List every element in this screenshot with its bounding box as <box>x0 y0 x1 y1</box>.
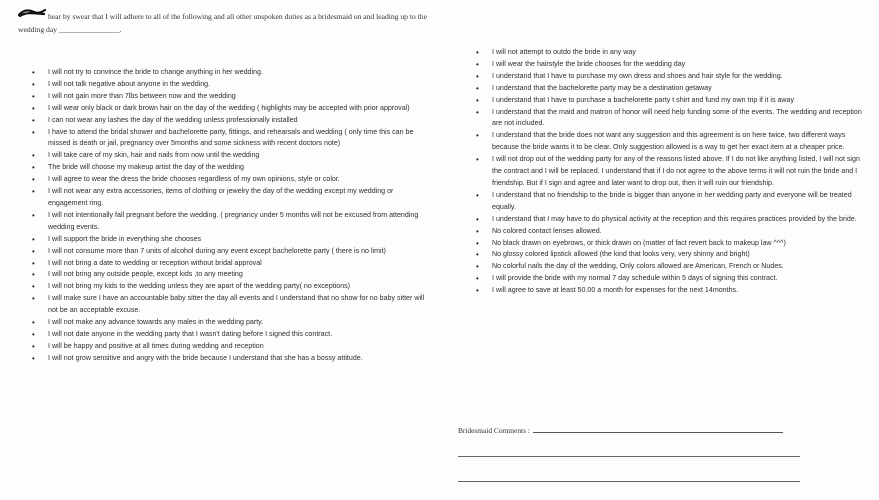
list-item: • I will not make any advance towards any males in the wedding party. <box>32 317 432 329</box>
list-item: • I will wear only black or dark brown hair on the day of the wedding ( highlights may be accepted with prior approval) <box>32 103 432 115</box>
comments-line[interactable] <box>458 481 800 482</box>
comments-line[interactable] <box>533 426 783 433</box>
list-item: • I will agree to save at least 50.00 a month for expenses for the next 14months. <box>476 285 866 297</box>
list-item: • I will provide the bride with my normal 7 day schedule within 5 days of signing this contract. <box>476 273 866 285</box>
list-item: • I will make sure I have an accountable baby sitter the day all events and I understand that no show for no baby sitter will not be an acceptable excuse. <box>32 293 432 317</box>
list-item: • I have to attend the bridal shower and bachelorette party, fittings, and rehearsals and wedding ( only time this can be missed is death or jail, pregnancy over 5months and some sickness with recent doctors note) <box>32 127 432 151</box>
comments-label: Bridesmaid Comments : <box>458 426 530 435</box>
list-item: • I will not bring my kids to the wedding unless they are apart of the wedding party( no exceptions) <box>32 281 432 293</box>
list-item: • I will not wear any extra accessories, items of clothing or jewelry the day of the wedding except my wedding or engagement ring. <box>32 186 432 210</box>
list-item: • I will not intentionally fall pregnant before the wedding. ( pregnancy under 5 months will not be excused from attending wedding events. <box>32 210 432 234</box>
comments-line[interactable] <box>458 456 800 457</box>
list-item: • I will not gain more than 7lbs between now and the wedding <box>32 91 432 103</box>
list-item: • I will not drop out of the wedding party for any of the reasons listed above. If I do not like anything listed, I will not sign the contract and I will be replaced. I understand that if I do not agree to the above terms it will not ruin the bride and I friendship. But if I sign and agree and later want to drop out, then it will ruin our friendship. <box>476 154 866 190</box>
intro-statement <box>18 10 438 36</box>
list-item: • I will not date anyone in the wedding party that I wasn't dating before I signed this contract. <box>32 329 432 341</box>
list-item: • I understand that the bachelorette party may be a destination getaway <box>476 83 866 95</box>
list-item: • I will not bring a date to wedding or reception without bridal approval <box>32 258 432 270</box>
comments-field[interactable] <box>458 426 818 435</box>
list-item: • No colorful nails the day of the wedding, Only colors allowed are American, French or Nudes. <box>476 261 866 273</box>
list-item: • No black drawn on eyebrows, or thick drawn on (matter of fact revert back to makeup law ^^^) <box>476 238 866 250</box>
list-item: • I will take care of my skin, hair and nails from now until the wedding <box>32 150 432 162</box>
list-item: • I will be happy and positive at all times during wedding and reception <box>32 341 432 353</box>
list-item: • I understand that I have to purchase a bachelorette party t shirt and fund my own trip if it is away <box>476 95 866 107</box>
list-item: • I can not wear any lashes the day of the wedding unless professionally installed <box>32 115 432 127</box>
rules-list-left <box>32 67 432 365</box>
list-item: • I will wear the hairstyle the bride chooses for the wedding day <box>476 59 866 71</box>
list-item: • I will support the bride in everything she chooses <box>32 234 432 246</box>
list-item: • I will not consume more than 7 units of alcohol during any event except bachelorette party ( there is no limit) <box>32 246 432 258</box>
list-item: • No glossy colored lipstick allowed (the kind that looks very, very shinny and bright) <box>476 249 866 261</box>
list-item: • I understand that the bride does not want any suggestion and this agreement is on here twice, two different ways because the bride wants it to be clear. Only suggestion allowed is a way to get her exact item at a cheaper price. <box>476 130 866 154</box>
list-item: • No colored contact lenses allowed. <box>476 226 866 238</box>
list-item: • I will not try to convince the bride to change anything in her wedding. <box>32 67 432 79</box>
list-item: • I understand that I have to purchase my own dress and shoes and hair style for the wedding. <box>476 71 866 83</box>
list-item: • I understand that I may have to do physical activity at the reception and this requires practices provided by the bride. <box>476 214 866 226</box>
list-item: • I understand that the maid and matron of honor will need help funding some of the events. The wedding and reception are not included. <box>476 107 866 131</box>
rules-list-right <box>476 47 866 297</box>
list-item: • I will not bring any outside people, except kids ,to any meeting <box>32 269 432 281</box>
list-item: • I will not grow sensitive and angry with the bride because I understand that she has a bossy attitude. <box>32 353 432 365</box>
list-item: • I will agree to wear the dress the bride chooses regardless of my own opinions, style or color. <box>32 174 432 186</box>
list-item: • I will not attempt to outdo the bride in any way <box>476 47 866 59</box>
list-item: • I understand that no friendship to the bride is bigger than anyone in her wedding party and everyone will be treated equally. <box>476 190 866 214</box>
intro-text: hear by swear that I will adhere to all of the following and all other unspoken duties as a bridesmaid on and leading up to the wedding day ________________. <box>18 12 427 34</box>
list-item: • I will not talk negative about anyone in the wedding. <box>32 79 432 91</box>
list-item: • The bride will choose my makeup artist the day of the wedding <box>32 162 432 174</box>
